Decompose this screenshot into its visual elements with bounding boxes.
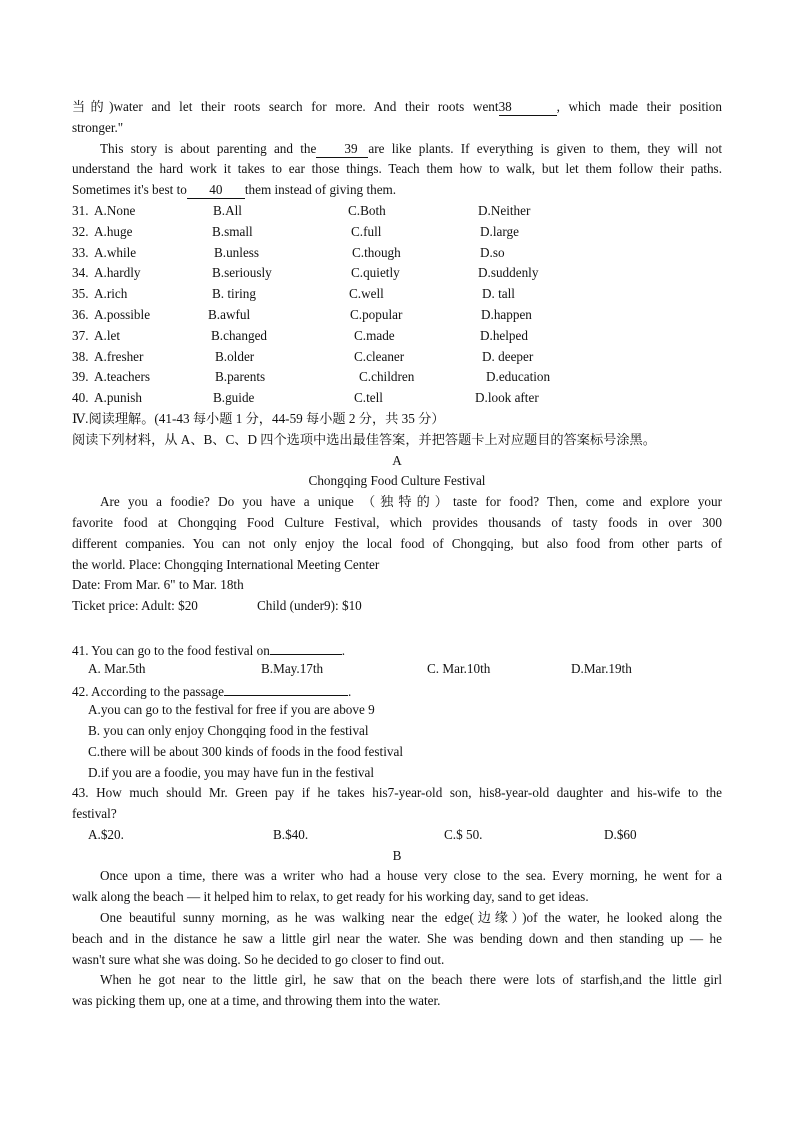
- option-c: C.tell: [354, 390, 383, 406]
- section-instruction: 阅读下列材料，从 A、B、C、D 四个选项中选出最佳答案，并把答题卡上对应题目的答案标号涂黑。: [72, 431, 656, 447]
- passage-b-letter: B: [392, 847, 402, 863]
- answer-blank: [270, 638, 342, 655]
- option-c: C. Mar.10th: [427, 660, 491, 676]
- passage-b-line: Once upon a time, there was a writer who had a house very close to the sea. Every morning, he went for a: [100, 868, 722, 884]
- option-a: A.teachers: [94, 369, 151, 385]
- passage-a-title: Chongqing Food Culture Festival: [308, 473, 486, 489]
- text: This story is about parenting and the: [100, 140, 317, 156]
- option-b: B.small: [212, 223, 253, 239]
- text: 当的)water and let their roots search for more. And their roots went: [72, 99, 499, 114]
- option-b: B.All: [213, 202, 242, 218]
- cloze-line-2: stronger.": [72, 119, 124, 135]
- question-row: [72, 388, 722, 409]
- question-number: 32.: [72, 223, 89, 239]
- option-b: B.guide: [213, 390, 255, 406]
- spacer: [72, 617, 722, 638]
- text: Sometimes it's best to: [72, 182, 187, 198]
- option-c: C.full: [351, 223, 382, 239]
- passage-b-line: When he got near to the little girl, he saw that on the beach there were lots of starfish,and the little girl: [100, 972, 722, 988]
- option-a: A.possible: [94, 306, 151, 322]
- option-b: B.unless: [214, 244, 260, 260]
- passage-a-line: Are you a foodie? Do you have a unique （独特的）taste for food? Then, come and explore your: [100, 494, 722, 510]
- question-43: 43. How much should Mr. Green pay if he takes his7-year-old son, his8-year-old daughter and his-wife to the: [72, 785, 722, 801]
- answer-blank: [224, 679, 348, 696]
- passage-b-line: One beautiful sunny morning, as he was walking near the edge(边缘）)of the water, he looked along the: [100, 910, 722, 926]
- text: them instead of giving them.: [244, 182, 397, 198]
- question-number: 31.: [72, 202, 89, 218]
- passage-a-letter: A: [392, 452, 402, 468]
- option-d: D.suddenly: [478, 265, 539, 281]
- option-a: A.let: [94, 327, 121, 343]
- passage-b-line: walk along the beach — it helped him to relax, to get ready for his working day, sand to get ideas.: [72, 889, 589, 905]
- option-a: A.None: [94, 202, 136, 218]
- option-a: A.$20.: [88, 826, 124, 842]
- option-c: C.well: [349, 286, 384, 302]
- option-b: B.$40.: [273, 826, 309, 842]
- cloze-line-1: [72, 97, 722, 118]
- question-43-cont: festival?: [72, 806, 117, 822]
- option-c: C.popular: [350, 306, 403, 322]
- option-d: D. tall: [482, 286, 515, 302]
- question-number: 35.: [72, 286, 89, 302]
- question-row: [72, 201, 722, 222]
- option-a: A.rich: [94, 286, 128, 302]
- option-d: D.Mar.19th: [571, 660, 632, 676]
- option-b: B.May.17th: [261, 660, 324, 676]
- section-heading: Ⅳ.阅读理解。(41-43 每小题 1 分，44-59 每小题 2 分，共 35 分）: [72, 410, 445, 426]
- ticket-child: Child (under9): $10: [257, 598, 362, 614]
- option-c: C.cleaner: [354, 348, 405, 364]
- ticket-price: [72, 596, 722, 617]
- exam-page: [72, 97, 722, 1012]
- passage-b-line: beach and in the distance he saw a little girl near the water. She was bending down and then standing up — he: [72, 930, 722, 946]
- option-d: D.so: [480, 244, 505, 260]
- question-number: 33.: [72, 244, 89, 260]
- question-number: 40.: [72, 390, 89, 406]
- option-b: B.parents: [215, 369, 266, 385]
- question-number: 38.: [72, 348, 89, 364]
- passage-b-line: was picking them up, one at a time, and throwing them into the water.: [72, 993, 441, 1009]
- question-42: 42. According to the passage .: [72, 679, 722, 700]
- passage-a-line: favorite food at Chongqing Food Culture Festival, which provides thousands of tasty foods in over 300: [72, 514, 722, 530]
- question-row: [72, 284, 722, 305]
- passage-a-line: the world. Place: Chongqing International Meeting Center: [72, 556, 380, 572]
- question-number: 37.: [72, 327, 89, 343]
- question-row: [72, 263, 722, 284]
- question-41: 41. You can go to the food festival on .: [72, 638, 722, 659]
- festival-date: Date: From Mar. 6" to Mar. 18th: [72, 577, 244, 593]
- option-d: D.helped: [480, 327, 528, 343]
- option-a: A. Mar.5th: [88, 660, 146, 676]
- option-d: D.happen: [481, 306, 532, 322]
- cloze-options: [72, 201, 722, 409]
- option-c: C.made: [354, 327, 395, 343]
- question-41-options: [72, 659, 722, 680]
- blank-38: 38: [499, 99, 557, 116]
- option-d: D.$60: [604, 826, 637, 842]
- option-d: D.Neither: [478, 202, 531, 218]
- question-stem: 41. You can go to the food festival on: [72, 642, 270, 658]
- cloze-line-5: [72, 180, 722, 201]
- option-b: B.changed: [211, 327, 268, 343]
- question-number: 34.: [72, 265, 89, 281]
- question-row: [72, 222, 722, 243]
- option-d: D.large: [480, 223, 519, 239]
- option-b: B. you can only enjoy Chongqing food in the festival: [88, 722, 369, 738]
- option-c: C.quietly: [351, 265, 400, 281]
- blank-39: 39: [316, 141, 368, 158]
- option-b: B.older: [215, 348, 255, 364]
- option-c: C.children: [359, 369, 415, 385]
- question-row: [72, 326, 722, 347]
- option-c: C.$ 50.: [444, 826, 483, 842]
- passage-b-line: wasn't sure what she was doing. So he decided to go closer to find out.: [72, 951, 445, 967]
- option-a: A.hardly: [94, 265, 141, 281]
- option-d: D. deeper: [482, 348, 534, 364]
- question-row: [72, 367, 722, 388]
- option-c: C.though: [352, 244, 401, 260]
- option-b: B. tiring: [212, 286, 256, 302]
- blank-40: 40: [187, 182, 245, 199]
- text: , which made their position: [556, 99, 722, 114]
- question-stem: 42. According to the passage: [72, 684, 224, 700]
- question-row: [72, 305, 722, 326]
- option-b: B.seriously: [212, 265, 272, 281]
- ticket-adult: Ticket price: Adult: $20: [72, 598, 198, 614]
- option-a: A.punish: [94, 390, 142, 406]
- cloze-line-4: understand the hard work it takes to ear those things. Teach them how to walk, but let them follow their paths.: [72, 161, 722, 177]
- option-a: A.while: [94, 244, 137, 260]
- option-a: A.huge: [94, 223, 133, 239]
- question-row: [72, 347, 722, 368]
- option-d: D.education: [486, 369, 551, 385]
- option-c: C.there will be about 300 kinds of foods in the food festival: [88, 743, 403, 759]
- question-43-options: [72, 825, 722, 846]
- option-d: D.if you are a foodie, you may have fun in the festival: [88, 764, 375, 780]
- cloze-line-3: [72, 139, 722, 160]
- option-c: C.Both: [348, 202, 386, 218]
- question-row: [72, 243, 722, 264]
- text: are like plants. If everything is given to them, they will not: [368, 140, 723, 156]
- passage-a-line: different companies. You can not only enjoy the local food of Chongqing, but also food from other parts of: [72, 535, 722, 551]
- question-number: 36.: [72, 306, 89, 322]
- question-number: 39.: [72, 369, 89, 385]
- option-b: B.awful: [208, 306, 251, 322]
- option-a: A.you can go to the festival for free if you are above 9: [88, 702, 375, 718]
- option-a: A.fresher: [94, 348, 144, 364]
- option-d: D.look after: [475, 390, 539, 406]
